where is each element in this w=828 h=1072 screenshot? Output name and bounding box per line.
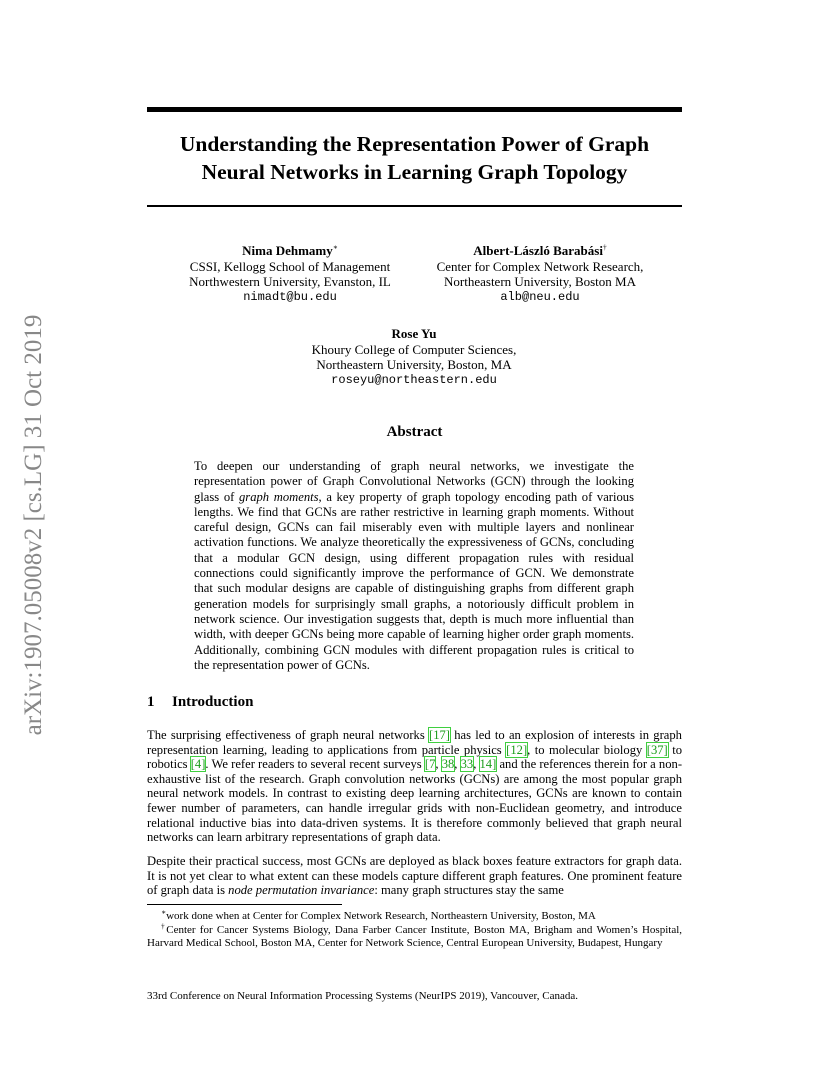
citation-link[interactable]: 38 — [441, 757, 455, 772]
author-affiliation: Northwestern University, Evanston, IL — [189, 274, 391, 289]
citation-link[interactable]: [7 — [424, 757, 436, 772]
citation-link[interactable]: [4] — [190, 757, 206, 772]
citation-link[interactable]: 33 — [460, 757, 474, 772]
conference-note: 33rd Conference on Neural Information Processing Systems (NeurIPS 2019), Vancouver, Canada. — [147, 990, 579, 1002]
paper-title: Understanding the Representation Power of Graph Neural Networks in Learning Graph Topology — [179, 132, 650, 184]
author-name: Rose Yu — [391, 326, 437, 341]
citation-link[interactable]: 14] — [479, 757, 497, 772]
citation-link[interactable]: [37] — [646, 742, 668, 757]
footnote-rule — [147, 904, 342, 905]
author-block — [264, 326, 564, 388]
intro-paragraph: Despite their practical success, most GCNs are deployed as black boxes feature extractors for graph data. It is not yet clear to what extent can these models capture different graph features. One prominent feature of graph data is node permutation invariance: many graph structures stay the same — [147, 854, 682, 898]
footnote: ∗work done when at Center for Complex Network Research, Northeastern University, Boston, MA — [161, 907, 596, 922]
citation-link[interactable]: [12] — [506, 742, 528, 757]
author-block — [410, 243, 670, 305]
author-affiliation: Khoury College of Computer Sciences, — [311, 341, 517, 357]
abstract-heading: Abstract — [386, 424, 443, 440]
intro-paragraph: The surprising effectiveness of graph neural networks [17] has led to an explosion of interests in graph representation learning, leading to applications from particle physics [12], to molecular biology [37] to robotics [4]. We refer readers to several recent surveys [7, 38, 33, 14] and the references therein for a non-exhaustive list of the research. Graph convolution networks (GCNs) are among the most popular graph neural network models. In contrast to existing deep learning architectures, GCNs are known to contain fewer number of parameters, can handle irregular grids with non-Euclidean geometry, and introduce relational inductive bias into data-driven systems. It is therefore commonly believed that graph neural networks can learn arbitrary representations of graph data. — [147, 728, 683, 845]
author-affiliation: Center for Complex Network Research, — [436, 258, 644, 274]
author-name: Albert-László Barabási† — [473, 242, 607, 258]
abstract-body: To deepen our understanding of graph neural networks, we investigate the representation power of Graph Convolutional Networks (GCN) through the looking glass of graph moments, a key property of graph topology encoding path of various lengths. We find that GCNs are rather restrictive in learning graph moments. Without careful design, GCNs can fail miserably even with multiple layers and nonlinear activation functions. We analyze theoretically the expressiveness of GCNs, concluding that a modular GCN design, using different propagation rules with residual connections could significantly improve the performance of GCN. We demonstrate that such modular designs are capable of distinguishing graphs from different graph generation models for surprisingly small graphs, a notoriously difficult problem in network science. Our investigation suggests that, depth is much more influential than width, with deeper GCNs being more capable of learning higher order graph moments. Additionally, combining GCN modules with different propagation rules is critical to the representation power of GCNs. — [194, 459, 634, 672]
author-affiliation: Northeastern University, Boston, MA — [316, 357, 512, 372]
author-email: alb@neu.edu — [500, 289, 580, 304]
author-email: nimadt@bu.edu — [243, 289, 337, 304]
author-affiliation: CSSI, Kellogg School of Management — [189, 258, 391, 274]
section-heading-introduction: 1 Introduction — [147, 694, 254, 710]
citation-link[interactable]: [17] — [429, 728, 450, 742]
title-top-rule — [147, 107, 682, 112]
footnote: †Center for Cancer Systems Biology, Dana Farber Cancer Institute, Boston MA, Brigham and Women’s Hospital, Harvard Medical School, Boston MA, Center for Network Science, Central European University, Budapest, Hungary — [147, 921, 683, 949]
arxiv-stamp: arXiv:1907.05008v2 [cs.LG] 31 Oct 2019 — [20, 314, 47, 736]
title-bottom-rule — [147, 205, 682, 207]
author-email: roseyu@northeastern.edu — [331, 372, 497, 387]
author-name: Nima Dehmamy∗ — [242, 242, 338, 258]
author-affiliation: Northeastern University, Boston MA — [444, 274, 636, 289]
author-block — [160, 243, 420, 305]
